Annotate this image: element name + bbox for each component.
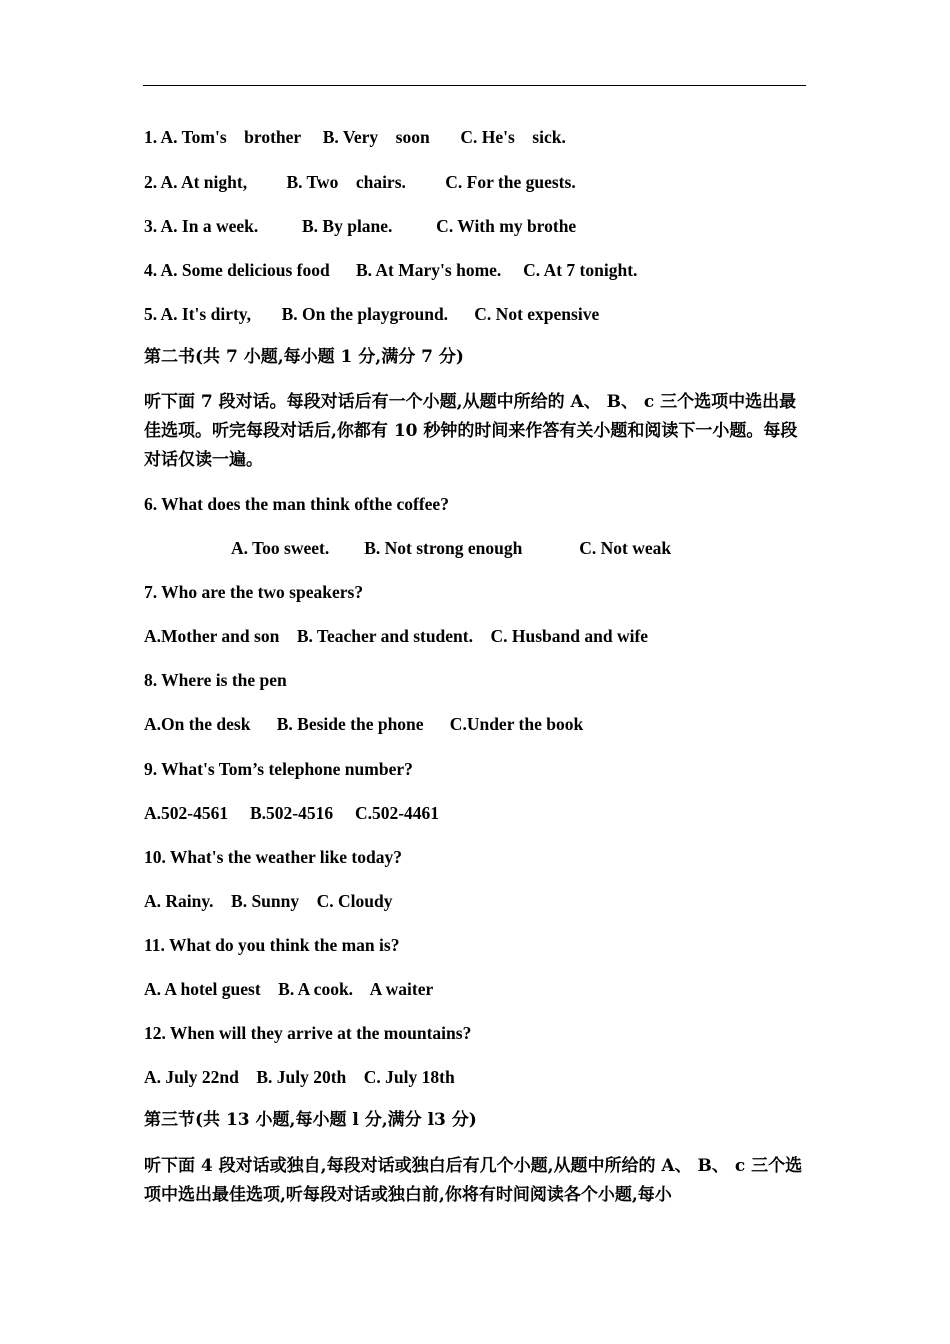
question-12-options: A. July 22nd B. July 20th C. July 18th — [144, 1067, 455, 1087]
question-9: 9. What's Tom’s telephone number? — [144, 759, 413, 779]
question-10-options: A. Rainy. B. Sunny C. Cloudy — [144, 891, 393, 911]
question-7-options: A.Mother and son B. Teacher and student. C. Husband and wife — [144, 626, 649, 646]
question-11: 11. What do you think the man is? — [144, 935, 400, 955]
question-3-options: 3. A. In a week. B. By plane. C. With my brothe — [144, 216, 577, 236]
question-8: 8. Where is the pen — [144, 670, 287, 690]
question-10: 10. What's the weather like today? — [144, 847, 402, 867]
section-2-header: 第二书(共 7 小题,每小题 1 分,满分 7 分) — [144, 347, 464, 367]
question-6-options: A. Too sweet. B. Not strong enough C. Not weak — [231, 538, 672, 558]
question-11-options: A. A hotel guest B. A cook. A waiter — [144, 979, 434, 999]
question-1-options: 1. A. Tom's brother B. Very soon C. He's sick. — [144, 127, 566, 147]
question-6: 6. What does the man think ofthe coffee? — [144, 494, 449, 514]
section-2-instructions: 听下面 7 段对话。每段对话后有一个小题,从题中所给的 A、 B、 c 三个选项中选出最佳选项。听完每段对话后,你都有 10 秒钟的时间来作答有关小题和阅读下一小题。每段对话仅读一遍。 — [144, 392, 798, 470]
header-rule — [143, 85, 806, 86]
section-3-instructions: 听下面 4 段对话或独自,每段对话或独白后有几个小题,从题中所给的 A、 B、 c 三个选项中选出最佳选项,听每段对话或独白前,你将有时间阅读各个小题,每小 — [144, 1156, 803, 1205]
question-5-options: 5. A. It's dirty, B. On the playground. C. Not expensive — [144, 304, 600, 324]
question-7: 7. Who are the two speakers? — [144, 582, 364, 602]
question-8-options: A.On the desk B. Beside the phone C.Under the book — [144, 714, 584, 734]
question-12: 12. When will they arrive at the mountains? — [144, 1023, 472, 1043]
question-2-options: 2. A. At night, B. Two chairs. C. For the guests. — [144, 172, 576, 192]
section-3-header: 第三节(共 13 小题,每小题 l 分,满分 l3 分) — [144, 1110, 477, 1130]
question-4-options: 4. A. Some delicious food B. At Mary's home. C. At 7 tonight. — [144, 260, 638, 280]
question-9-options: A.502-4561 B.502-4516 C.502-4461 — [144, 803, 440, 823]
